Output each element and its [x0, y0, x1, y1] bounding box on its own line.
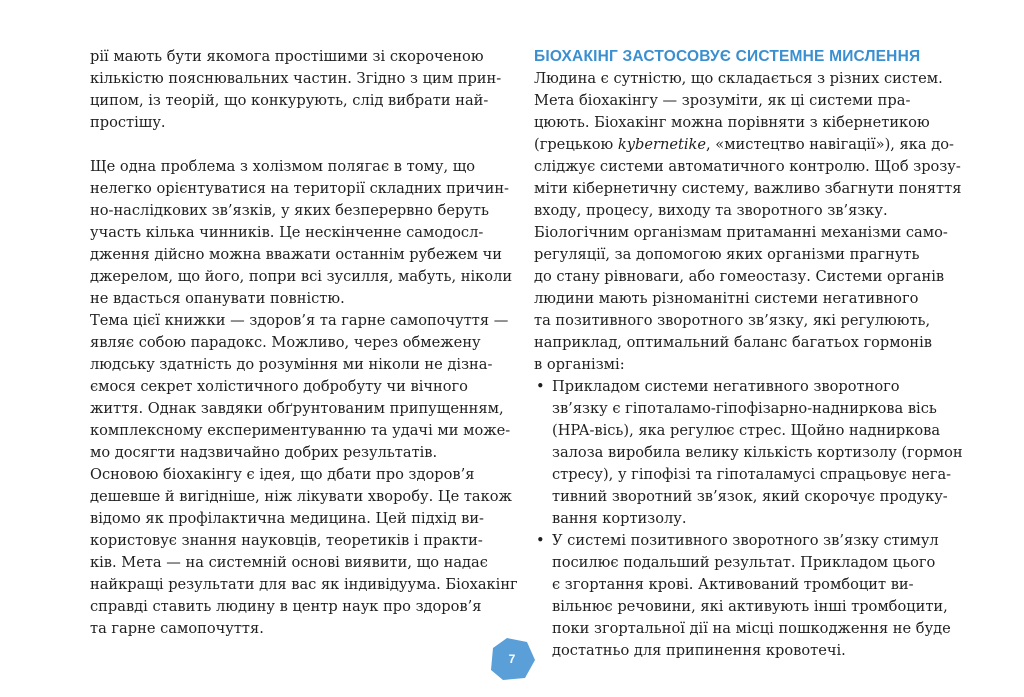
- bullet-line: є згортання крові. Активований тромбоцит ви-: [552, 576, 914, 593]
- body-text-line: та гарне самопочуття.: [90, 620, 264, 637]
- body-text-line: Основою біохакінгу є ідея, що дбати про здоров’я: [90, 466, 475, 483]
- bullet-item: [534, 530, 951, 662]
- body-text-line: простішу.: [90, 114, 166, 131]
- page-number-badge: [487, 636, 537, 682]
- body-text-line: нелегко орієнтуватися на території складних причин-: [90, 180, 509, 197]
- body-text-line: цюють. Біохакінг можна порівняти з кібернетикою: [534, 114, 930, 131]
- bullet-icon: •: [536, 532, 545, 549]
- body-text-line: користовує знання науковців, теоретиків і практи-: [90, 532, 483, 549]
- body-text-line: справді ставить людину в центр наук про здоров’я: [90, 598, 482, 615]
- bullet-line: посилює подальший результат. Прикладом цього: [552, 554, 936, 571]
- body-text-line: кількістю пояснювальних частин. Згідно з цим прин-: [90, 70, 502, 87]
- bullet-text: У системі позитивного зворотного зв’язку стимул: [552, 532, 939, 549]
- body-text-line: участь кілька чинників. Це нескінченне самодосл-: [90, 224, 484, 241]
- body-text-line: найкращі результати для вас як індивідуума. Біохакінг: [90, 576, 518, 593]
- body-text-line: являє собою парадокс. Можливо, через обмежену: [90, 334, 481, 351]
- body-text-line: рії мають бути якомога простішими зі скороченою: [90, 48, 484, 65]
- body-text-line: дження дійсно можна вважати останнім рубежем чи: [90, 246, 503, 263]
- bullet-line: вання кортизолу.: [552, 510, 687, 527]
- body-text-line: людини мають різноманітні системи негативного: [534, 290, 919, 307]
- body-text-line: ємося секрет холістичного добробуту чи вічного: [90, 378, 468, 395]
- bullet-line: поки згортальної дії на місці пошкодження не буде: [552, 620, 951, 637]
- bullet-item: [534, 376, 963, 530]
- body-text-line: комплексному експериментуванню та удачі ми може-: [90, 422, 511, 439]
- italic-term: kybernetike: [617, 136, 706, 153]
- text-run: , «мистецтво навігації»), яка до-: [706, 136, 954, 153]
- body-text-line: мо досягти надзвичайно добрих результатів.: [90, 444, 438, 461]
- bullet-line: зв’язку є гіпоталамо-гіпофізарно-наднирковa вісь: [552, 400, 937, 417]
- bullet-line: (HPA-вісь), яка регулює стрес. Щойно надниркова: [552, 422, 941, 439]
- body-text-line: міти кібернетичну систему, важливо збагнути поняття: [534, 180, 962, 197]
- page-number: 7: [508, 652, 516, 666]
- body-text-line: відомо як профілактична медицина. Цей підхід ви-: [90, 510, 484, 527]
- body-text-line: наприклад, оптимальний баланс багатьох гормонів: [534, 334, 933, 351]
- body-text-line: сліджує системи автоматичного контролю. Щоб зрозу-: [534, 158, 961, 175]
- bullet-line: залоза виробила велику кількість кортизолу (гормон: [552, 444, 963, 461]
- text-run: (грецькою: [534, 136, 618, 153]
- bullet-line: вільнює речовини, які активують інші тромбоцити,: [552, 598, 948, 615]
- body-text-line: людську здатність до розуміння ми ніколи не дізна-: [90, 356, 493, 373]
- bullet-icon: •: [536, 378, 545, 395]
- body-text-line: входу, процесу, виходу та зворотного зв’язку.: [534, 202, 888, 219]
- bullet-line: [534, 530, 944, 552]
- body-text-line: до стану рівноваги, або гомеостазу. Системи органів: [534, 268, 945, 285]
- body-text-line: не вдасться опанувати повністю.: [90, 290, 345, 307]
- bullet-line: достатньо для припинення кровотечі.: [552, 642, 846, 659]
- body-text-line: ципом, із теорій, що конкурують, слід вибрати най-: [90, 92, 489, 109]
- bullet-line: [534, 376, 944, 398]
- body-text-line: життя. Однак завдяки обґрунтованим припущенням,: [90, 400, 504, 417]
- body-text-line: Мета біохакінгу — зрозуміти, як ці системи пра-: [534, 92, 911, 109]
- right-column: [534, 46, 963, 662]
- body-text-line: ків. Мета — на системній основі виявити, що надає: [90, 554, 488, 571]
- body-text-line: Біологічним організмам притаманні механізми само-: [534, 224, 948, 241]
- body-text-line: джерелом, що його, попри всі зусилля, мабуть, ніколи: [90, 268, 513, 285]
- bullet-text: Прикладом системи негативного зворотного: [552, 378, 900, 395]
- body-text-line: Тема цієї книжки — здоров’я та гарне самопочуття —: [90, 312, 509, 329]
- body-text-line-with-italic: [534, 134, 954, 156]
- bullet-line: тивний зворотний зв’язок, який скорочує продуку-: [552, 488, 948, 505]
- paragraph-gap: [90, 134, 490, 156]
- bullet-line: стресу), у гіпофізі та гіпоталамусі спрацьовує нега-: [552, 466, 952, 483]
- body-text-line: регуляції, за допомогою яких організми прагнуть: [534, 246, 920, 263]
- left-column: [90, 46, 518, 640]
- body-text-line: в організмі:: [534, 356, 625, 373]
- body-text-line: Ще одна проблема з холізмом полягає в тому, що: [90, 158, 476, 175]
- body-text-line: Людина є сутністю, що складається з різних систем.: [534, 70, 943, 87]
- body-text-line: та позитивного зворотного зв’язку, які регулюють,: [534, 312, 931, 329]
- body-text-line: но-наслідкових зв’язків, у яких безперервно беруть: [90, 202, 489, 219]
- section-heading: БІОХАКІНГ ЗАСТОСОВУЄ СИСТЕМНЕ МИСЛЕННЯ: [534, 48, 921, 65]
- body-text-line: дешевше й вигідніше, ніж лікувати хворобу. Це також: [90, 488, 512, 505]
